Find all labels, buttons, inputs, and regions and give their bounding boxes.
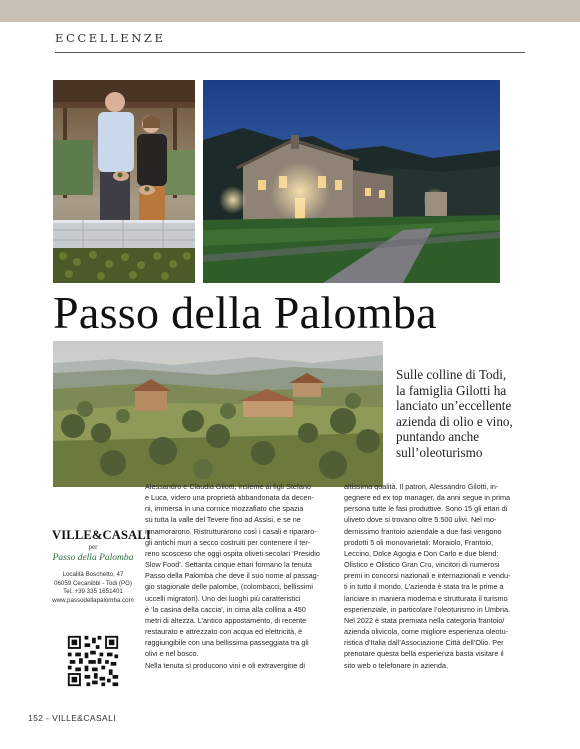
text-line: esperienziale, in particolare l’oleoturismo in Umbria. bbox=[344, 604, 511, 614]
subtitle-line: puntando anche bbox=[396, 429, 480, 445]
text-line: azienda olivicola, come migliore esperienza oleotu- bbox=[344, 627, 509, 637]
subtitle-line: azienda di olio e vino, bbox=[396, 413, 513, 429]
text-line: restaurato e attrezzato con acqua ed elettricità, è bbox=[145, 627, 303, 637]
photo-hillside-estate bbox=[53, 341, 383, 487]
text-line: uccelli migratori). Uno dei luoghi più caratteristici bbox=[145, 593, 301, 603]
text-line: raggiungibile con una bellissima passeggiata tra gli bbox=[145, 638, 309, 648]
ville-casali-logo: VILLE&CASALI bbox=[52, 528, 151, 542]
top-color-band bbox=[0, 0, 580, 22]
text-line: ti in tutto il mondo. L’azienda è stata tra le prime a bbox=[344, 582, 504, 592]
text-line: prenotare questa bella esperienza basta visitare il bbox=[344, 649, 504, 659]
text-line: Nel 2022 è stata premiata nella categoria frantoio/ bbox=[344, 615, 505, 625]
page-footer: 152 - VILLE&CASALI bbox=[28, 713, 116, 723]
text-line: su tutta la valle del Tevere fino ad Assisi, e se ne bbox=[145, 515, 301, 525]
text-line: ni, immersa in una cornice mozzafiato che spazia bbox=[145, 504, 304, 514]
text-line: Slow Food’. Settanta cinque ettari formano la tenuta bbox=[145, 560, 312, 570]
text-line: olivi e nel bosco. bbox=[145, 649, 199, 659]
text-line: e Luca, videro una proprietà abbandonata da decen- bbox=[145, 493, 314, 503]
subtitle-line: lanciato un’eccellente bbox=[396, 398, 512, 414]
passo-della-palomba-logo: Passo della Palomba bbox=[52, 553, 134, 563]
article-subtitle bbox=[396, 367, 546, 461]
text-line: dernissimo frantoio aziendale a due fasi vengono bbox=[344, 526, 502, 536]
phone-number: Tel. +39 335 1651401 bbox=[63, 588, 123, 596]
address-block bbox=[52, 571, 134, 605]
text-line: reno scosceso che oggi ospita oliveti secolari ‘Presidio bbox=[145, 548, 320, 558]
text-line: Passo della Palomba che deve il suo nome al passag- bbox=[145, 571, 320, 581]
article-column-2 bbox=[344, 481, 532, 671]
text-line: persona tutte le fasi produttive. Sono 15 gli ettari di bbox=[344, 504, 508, 514]
text-line: premi in concorsi nazionali e internazionali e vendu- bbox=[344, 571, 511, 581]
text-line: Leccino, Dolce Agogia e Don Carlo e due blend: bbox=[344, 548, 499, 558]
text-line: ristica d’Italia dall’Associazione Città dell’Olio. Per bbox=[344, 638, 504, 648]
text-line: gio stagionale delle palombe, (colombacci, bellissimi bbox=[145, 582, 314, 592]
text-line: Nella tenuta si producono vini e oli extravergine di bbox=[145, 660, 305, 670]
subtitle-line: la famiglia Gilotti ha bbox=[396, 382, 507, 398]
text-line: innamorarono. Ristrutturarono così i casali e ripararo- bbox=[145, 526, 317, 536]
subtitle-line: sull’oleoturismo bbox=[396, 444, 483, 460]
text-line: Olistico e Olistico Gran Cru, vincitori di numerosi bbox=[344, 560, 500, 570]
text-line: gli antichi muri a secco costruiti per contenere il ter- bbox=[145, 537, 311, 547]
section-divider bbox=[55, 52, 525, 53]
qr-code-icon[interactable] bbox=[66, 634, 120, 688]
photo-owners-olives bbox=[53, 80, 195, 283]
subtitle-line: Sulle colline di Todi, bbox=[396, 367, 507, 382]
logo-per-text: per bbox=[88, 543, 98, 551]
article-column-1 bbox=[145, 481, 333, 671]
section-label: ECCELLENZE bbox=[55, 31, 166, 45]
text-line: è ‘la casina della caccia’, in cima alla collina a 450 bbox=[145, 604, 306, 614]
article-title: Passo della Palomba bbox=[53, 287, 437, 338]
photo-stone-house-dusk bbox=[203, 80, 500, 283]
text-line: metri di altezza. L’antico appostamento, di recente bbox=[145, 615, 307, 625]
text-line: lanciare in maniera moderna e strutturata il turismo bbox=[344, 593, 508, 603]
text-line: altissima qualità. Il patron, Alessandro Gilotti, in- bbox=[344, 482, 499, 491]
info-box bbox=[52, 528, 151, 605]
text-line: gegnere ed ex top manager, da anni segue in prima bbox=[344, 493, 511, 503]
text-line: sito web o telefonare in azienda. bbox=[344, 660, 448, 670]
text-line: prodotti 5 oli monovarietali: Moraiolo, Frantoio, bbox=[344, 537, 494, 547]
address-line: Località Boschetto, 47 bbox=[62, 571, 124, 578]
address-line: 06059 Cecanibbi - Todi (PG) bbox=[54, 579, 132, 587]
website-link[interactable]: www.passodellapalomba.com bbox=[52, 596, 134, 604]
text-line: Alessandro e Claudia Gilotti, insieme ai figli Stefano bbox=[145, 482, 312, 491]
text-line: uliveto dove si trovano oltre 5.500 ulivi. Nel mo- bbox=[344, 515, 497, 525]
